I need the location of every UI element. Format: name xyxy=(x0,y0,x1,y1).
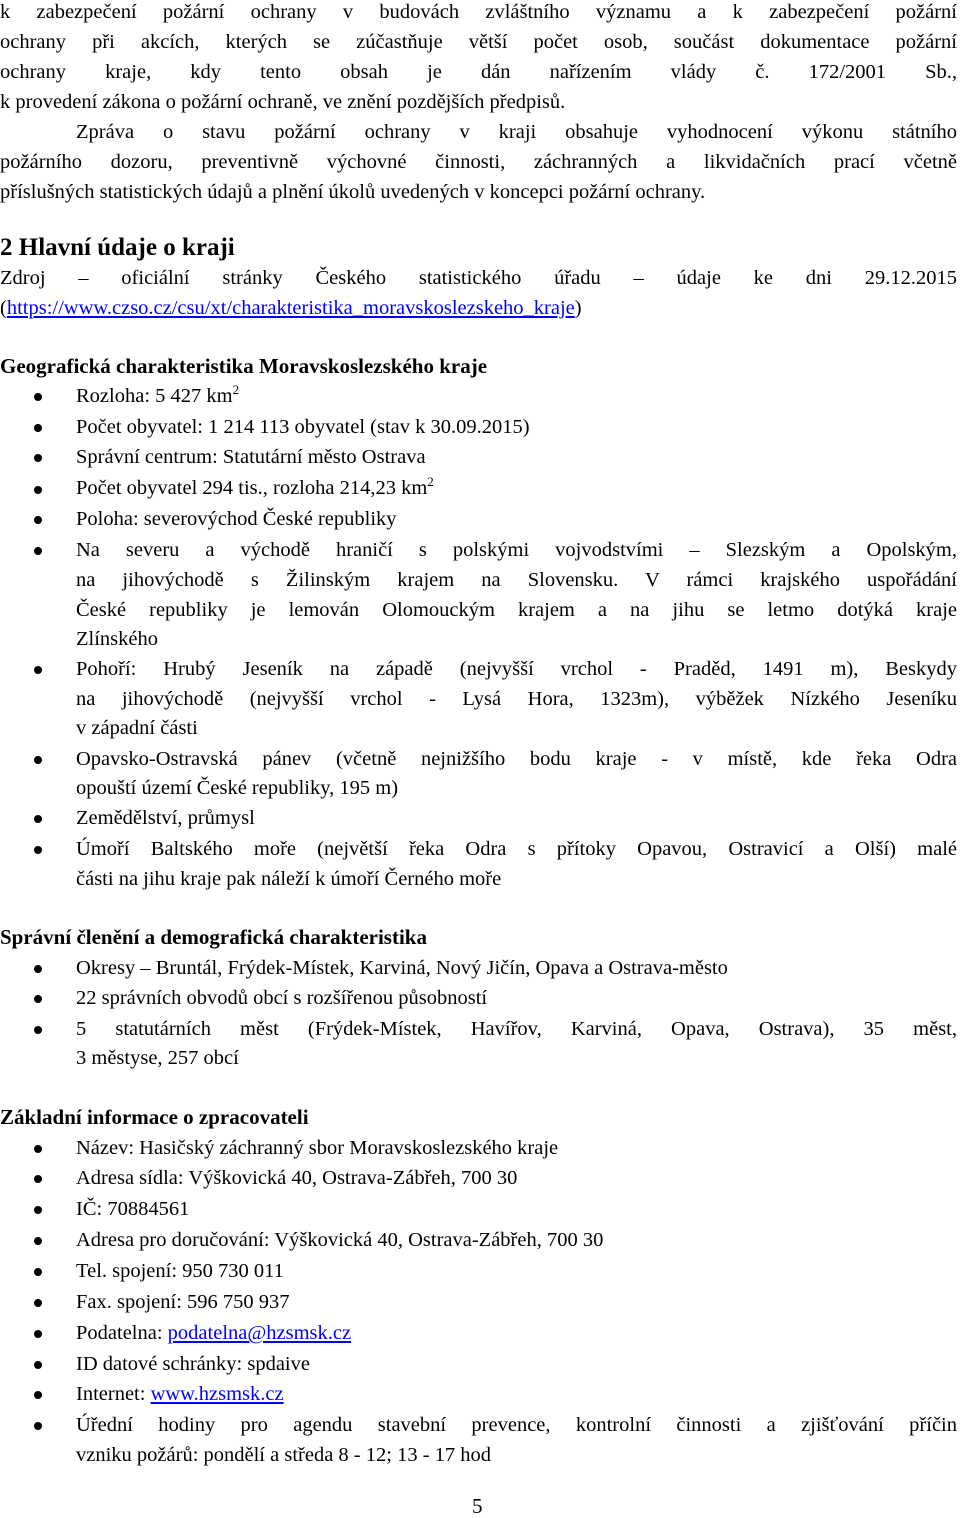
bullet-icon xyxy=(34,1175,42,1183)
admin-cities-line-2: 3 městyse, 257 obcí xyxy=(76,1047,239,1069)
internet-link[interactable]: www.hzsmsk.cz xyxy=(150,1383,284,1405)
bullet-icon xyxy=(34,393,42,401)
geo-basin-line-1: Opavsko-Ostravská pánev (včetně nejnižšího bodu kraje - v místě, kde řeka Odra xyxy=(76,748,957,770)
bullet-icon xyxy=(34,486,42,494)
geo-center-pop-sup: 2 xyxy=(427,474,434,489)
processor-address: Adresa sídla: Výškovická 40, Ostrava-Zábřeh, 700 30 xyxy=(76,1167,518,1189)
geo-area-sup: 2 xyxy=(232,382,240,397)
geo-borders-line-1: Na severu a východě hraničí s polskými vojvodstvími – Slezským a Opolským, xyxy=(76,539,957,561)
intro-line-4: k provedení zákona o požární ochraně, ve znění pozdějších předpisů. xyxy=(0,91,566,113)
filing-email-link[interactable]: podatelna@hzsmsk.cz xyxy=(167,1322,352,1344)
geo-area xyxy=(76,382,240,407)
geo-watershed-line-1: Úmoří Baltského moře (největší řeka Odra s přítoky Opavou, Ostravicí a Olší) malé xyxy=(76,838,957,860)
bullet-icon xyxy=(34,516,42,524)
geo-mountains-line-2: na jihovýchodě (nejvyšší vrchol - Lysá Hora, 1323m), výběžek Nízkého Jeseníku xyxy=(76,688,957,710)
processor-hours-line-1: Úřední hodiny pro agendu stavební prevence, kontrolní činnosti a zjišťování příčin xyxy=(76,1414,957,1436)
processor-hours-line-2: vzniku požárů: pondělí a středa 8 - 12; 13 - 17 hod xyxy=(76,1444,492,1466)
intro-line-3: ochrany kraje, kdy tento obsah je dán nařízením vlády č. 172/2001 Sb., xyxy=(0,61,957,83)
processor-name: Název: Hasičský záchranný sbor Moravskoslezského kraje xyxy=(76,1137,559,1159)
intro-line-5: Zpráva o stavu požární ochrany v kraji obsahuje vyhodnocení výkonu státního xyxy=(76,121,957,143)
processor-internet xyxy=(76,1384,284,1405)
processor-heading: Základní informace o zpracovateli xyxy=(0,1105,309,1129)
geo-mountains-line-1: Pohoří: Hrubý Jeseník na západě (nejvyšší vrchol - Praděd, 1491 m), Beskydy xyxy=(76,658,957,680)
bullet-icon xyxy=(34,1026,42,1034)
bullet-icon xyxy=(34,1268,42,1276)
intro-line-2: ochrany při akcích, kterých se zúčastňuje větší počet osob, součást dokumentace požární xyxy=(0,31,957,53)
processor-filing xyxy=(76,1323,351,1344)
bullet-icon xyxy=(34,846,42,854)
bullet-icon xyxy=(34,1422,42,1430)
geo-borders-line-3: České republiky je lemován Olomouckým krajem a na jihu se letmo dotýká kraje xyxy=(76,599,957,621)
geo-economy: Zemědělství, průmysl xyxy=(76,807,255,829)
intro-line-7: příslušných statistických údajů a plnění úkolů uvedených v koncepci požární ochrany. xyxy=(0,181,706,203)
geo-basin-line-2: opouští území České republiky, 195 m) xyxy=(76,777,399,799)
geo-area-label: Rozloha: 5 427 km xyxy=(76,385,233,407)
geo-center-population xyxy=(76,474,434,499)
bullet-icon xyxy=(34,1330,42,1338)
admin-cities-line-1: 5 statutárních měst (Frýdek-Místek, Havířov, Karviná, Opava, Ostrava), 35 měst, xyxy=(76,1018,957,1040)
geo-center-pop-label: Počet obyvatel 294 tis., rozloha 214,23 km xyxy=(76,477,428,499)
bullet-icon xyxy=(34,454,42,462)
intro-line-1: k zabezpečení požární ochrany v budovách zvláštního významu a k zabezpečení požární xyxy=(0,1,957,23)
section-heading: 2 Hlavní údaje o kraji xyxy=(0,234,235,261)
bullet-icon xyxy=(34,815,42,823)
source-close-paren: ) xyxy=(574,297,582,319)
bullet-icon xyxy=(34,1237,42,1245)
source-line: Zdroj – oficiální stránky Českého statistického úřadu – údaje ke dni 29.12.2015 xyxy=(0,267,957,289)
bullet-icon xyxy=(34,756,42,764)
geo-heading: Geografická charakteristika Moravskoslezského kraje xyxy=(0,354,488,378)
processor-delivery-address: Adresa pro doručování: Výškovická 40, Ostrava-Zábřeh, 700 30 xyxy=(76,1229,604,1251)
admin-obvody: 22 správních obvodů obcí s rozšířenou působností xyxy=(76,987,488,1009)
bullet-icon xyxy=(34,1299,42,1307)
geo-watershed-line-2: části na jihu kraje pak náleží k úmoří Černého moře xyxy=(76,868,502,890)
source-open-paren: ( xyxy=(0,297,7,319)
geo-borders-line-4: Zlínského xyxy=(76,628,158,650)
bullet-icon xyxy=(34,1391,42,1399)
bullet-icon xyxy=(34,1145,42,1153)
geo-mountains-line-3: v západní části xyxy=(76,717,198,739)
intro-line-6: požárního dozoru, preventivně výchovné činnosti, záchranných a likvidačních prací včetně xyxy=(0,151,957,173)
processor-databox: ID datové schránky: spdaive xyxy=(76,1353,310,1375)
processor-ic: IČ: 70884561 xyxy=(76,1198,190,1220)
page-number: 5 xyxy=(472,1494,483,1518)
bullet-icon xyxy=(34,1206,42,1214)
geo-borders-line-2: na jihovýchodě s Žilinským krajem na Slovensku. V rámci krajského uspořádání xyxy=(76,569,957,591)
source-link[interactable]: https://www.czso.cz/csu/xt/charakteristika_moravskoslezskeho_kraje xyxy=(6,297,575,319)
bullet-icon xyxy=(34,547,42,555)
processor-filing-label: Podatelna: xyxy=(76,1322,168,1344)
bullet-icon xyxy=(34,424,42,432)
processor-internet-label: Internet: xyxy=(76,1383,151,1405)
admin-heading: Správní členění a demografická charakteristika xyxy=(0,925,427,949)
bullet-icon xyxy=(34,995,42,1003)
geo-position: Poloha: severovýchod České republiky xyxy=(76,508,397,530)
bullet-icon xyxy=(34,1361,42,1369)
processor-fax: Fax. spojení: 596 750 937 xyxy=(76,1291,290,1313)
bullet-icon xyxy=(34,666,42,674)
geo-population: Počet obyvatel: 1 214 113 obyvatel (stav k 30.09.2015) xyxy=(76,416,530,438)
source-url-line xyxy=(0,298,582,319)
geo-center: Správní centrum: Statutární město Ostrava xyxy=(76,446,426,468)
admin-districts: Okresy – Bruntál, Frýdek-Místek, Karviná, Nový Jičín, Opava a Ostrava-město xyxy=(76,957,728,979)
processor-phone: Tel. spojení: 950 730 011 xyxy=(76,1260,284,1282)
bullet-icon xyxy=(34,965,42,973)
